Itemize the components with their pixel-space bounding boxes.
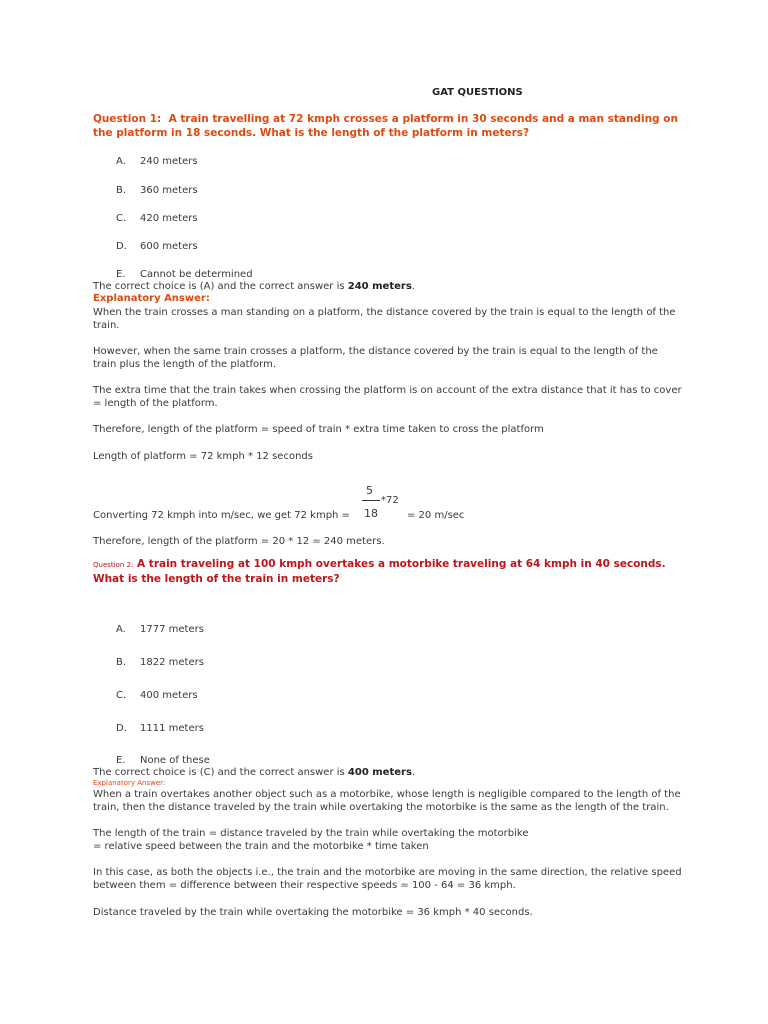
q2-line-3: = relative speed between the train and the motorbike * time taken — [93, 841, 429, 852]
q1-paragraph-3: The extra time that the train takes when crossing the platform is on account of the extra distance that it has to cover = length of the platform. — [93, 385, 682, 409]
q2-paragraph-3: Distance traveled by the train while overtaking the motorbike = 36 kmph * 40 seconds. — [93, 907, 533, 918]
page-title: GAT QUESTIONS — [432, 87, 523, 98]
question-1-label: Question 1: — [93, 113, 162, 125]
q2-option-c: C. 400 meters — [116, 690, 198, 701]
question-1-text: A train travelling at 72 kmph crosses a platform in 30 seconds and a man standing on the platform in 18 seconds. What is the length of the platform in meters? — [93, 113, 678, 139]
question-2-text: A train traveling at 100 kmph overtakes a motorbike traveling at 64 kmph in 40 seconds. What is the length of the train in meters? — [93, 558, 666, 585]
q1-option-a: A. 240 meters — [116, 156, 198, 167]
q2-correct-answer: The correct choice is (C) and the correct answer is 400 meters. — [93, 767, 416, 778]
q2-paragraph-1: When a train overtakes another object such as a motorbike, whose length is negligible compared to the length of the train, then the distance traveled by the train while overtaking the motorbike is the same as the length of the train. — [93, 789, 681, 813]
question-1 — [93, 112, 683, 140]
q2-line-2: The length of the train = distance traveled by the train while overtaking the motorbike — [93, 828, 529, 839]
q1-correct-answer: The correct choice is (A) and the correct answer is 240 meters. — [93, 281, 415, 292]
q2-option-d: D. 1111 meters — [116, 723, 204, 734]
q1-option-d: D. 600 meters — [116, 241, 198, 252]
q1-paragraph-2: However, when the same train crosses a platform, the distance covered by the train is equal to the length of the train plus the length of the platform. — [93, 346, 658, 370]
fraction-bar — [362, 500, 380, 501]
q1-option-b: B. 360 meters — [116, 185, 198, 196]
q1-final-text: Therefore, length of the platform = 20 * 12 = 240 meters. — [93, 536, 385, 547]
q1-paragraph-4: Therefore, length of the platform = speed of train * extra time taken to cross the platform — [93, 424, 544, 435]
question-2-label: Question 2: — [93, 561, 134, 569]
q1-option-e: E. Cannot be determined — [116, 269, 253, 280]
q1-paragraph-5: Length of platform = 72 kmph * 12 seconds — [93, 451, 313, 462]
question-2 — [93, 557, 683, 586]
q1-converting-result: = 20 m/sec — [407, 510, 465, 521]
fraction-times: *72 — [381, 495, 399, 506]
q1-converting-text: Converting 72 kmph into m/sec, we get 72 kmph = — [93, 510, 350, 521]
fraction-denominator: 18 — [364, 507, 378, 520]
q2-explanatory-label: Explanatory Answer: — [93, 779, 166, 787]
q2-option-a: A. 1777 meters — [116, 624, 204, 635]
q2-option-e: E. None of these — [116, 755, 210, 766]
q2-option-b: B. 1822 meters — [116, 657, 204, 668]
q2-paragraph-2: In this case, as both the objects i.e., the train and the motorbike are moving in the same direction, the relative speed between them = difference between their respective speeds = 100 - 64 = 36 kmph. — [93, 867, 682, 891]
q1-explanatory-label: Explanatory Answer: — [93, 293, 210, 304]
q1-paragraph-1: When the train crosses a man standing on a platform, the distance covered by the train is equal to the length of the train. — [93, 307, 676, 331]
q1-option-c: C. 420 meters — [116, 213, 198, 224]
fraction-numerator: 5 — [366, 484, 373, 497]
